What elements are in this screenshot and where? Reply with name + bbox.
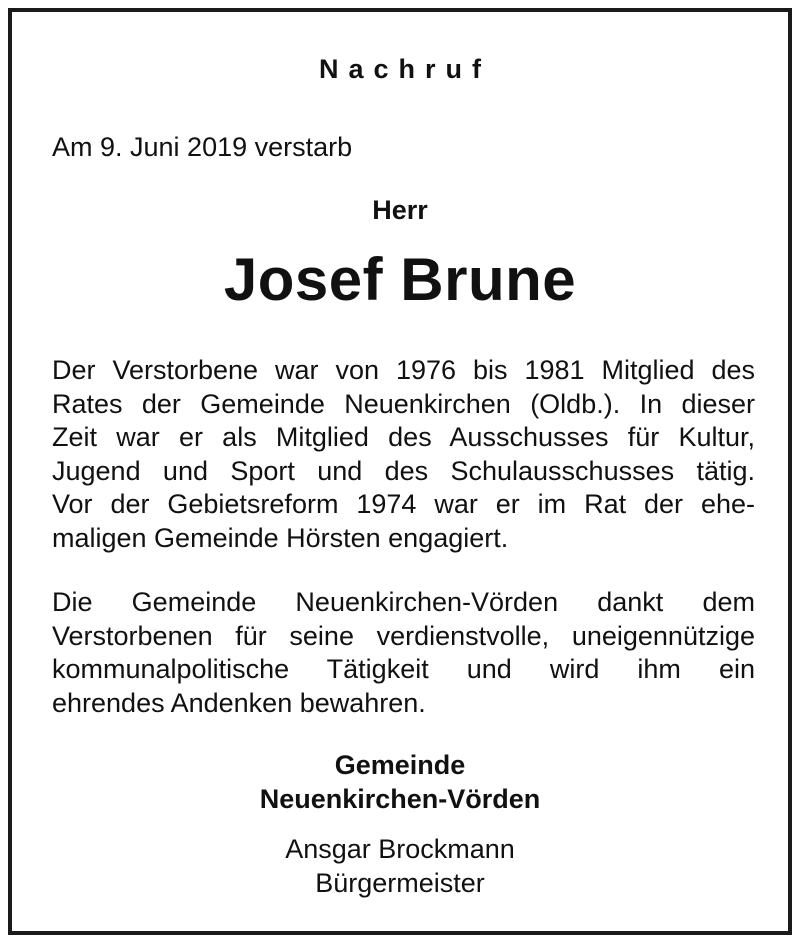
- paragraph-biography: [52, 354, 755, 555]
- notice-title: Nachruf: [318, 54, 491, 84]
- paragraph-thanks: [52, 586, 755, 720]
- obituary-notice: [8, 8, 792, 935]
- paragraph-line: maligen Gemeinde Hörsten engagiert.: [52, 522, 509, 553]
- paragraph-line: Zeit war er als Mitglied des Ausschusses für Kultur,: [52, 422, 755, 452]
- signature-org-line: Gemeinde: [334, 750, 466, 780]
- notice-intro: Am 9. Juni 2019 verstarb: [52, 132, 353, 162]
- paragraph-line: Vor der Gebietsreform 1974 war er im Rat der ehe-: [52, 489, 755, 519]
- signature-title: Bürgermeister: [315, 868, 485, 898]
- signature-name: Ansgar Brockmann: [285, 834, 515, 864]
- signature-person: [12, 832, 788, 900]
- paragraph-line: ehrendes Andenken bewahren.: [52, 687, 426, 718]
- honorific: Herr: [372, 195, 428, 225]
- paragraph-line: kommunalpolitische Tätigkeit und wird ihm ein: [52, 654, 755, 684]
- paragraph-line: Der Verstorbene war von 1976 bis 1981 Mitglied des: [52, 355, 755, 385]
- paragraph-line: Jugend und Sport und des Schulausschusses tätig.: [52, 455, 755, 486]
- signature-org-line: Neuenkirchen-Vörden: [259, 784, 541, 814]
- signature-organization: [12, 748, 788, 816]
- deceased-name: Josef Brune: [223, 246, 577, 313]
- paragraph-line: Verstorbenen für seine verdienstvolle, uneigennützige: [52, 620, 755, 651]
- paragraph-line: Rates der Gemeinde Neuenkirchen (Oldb.). In dieser: [52, 388, 755, 419]
- paragraph-line: Die Gemeinde Neuenkirchen-Vörden dankt dem: [52, 587, 755, 617]
